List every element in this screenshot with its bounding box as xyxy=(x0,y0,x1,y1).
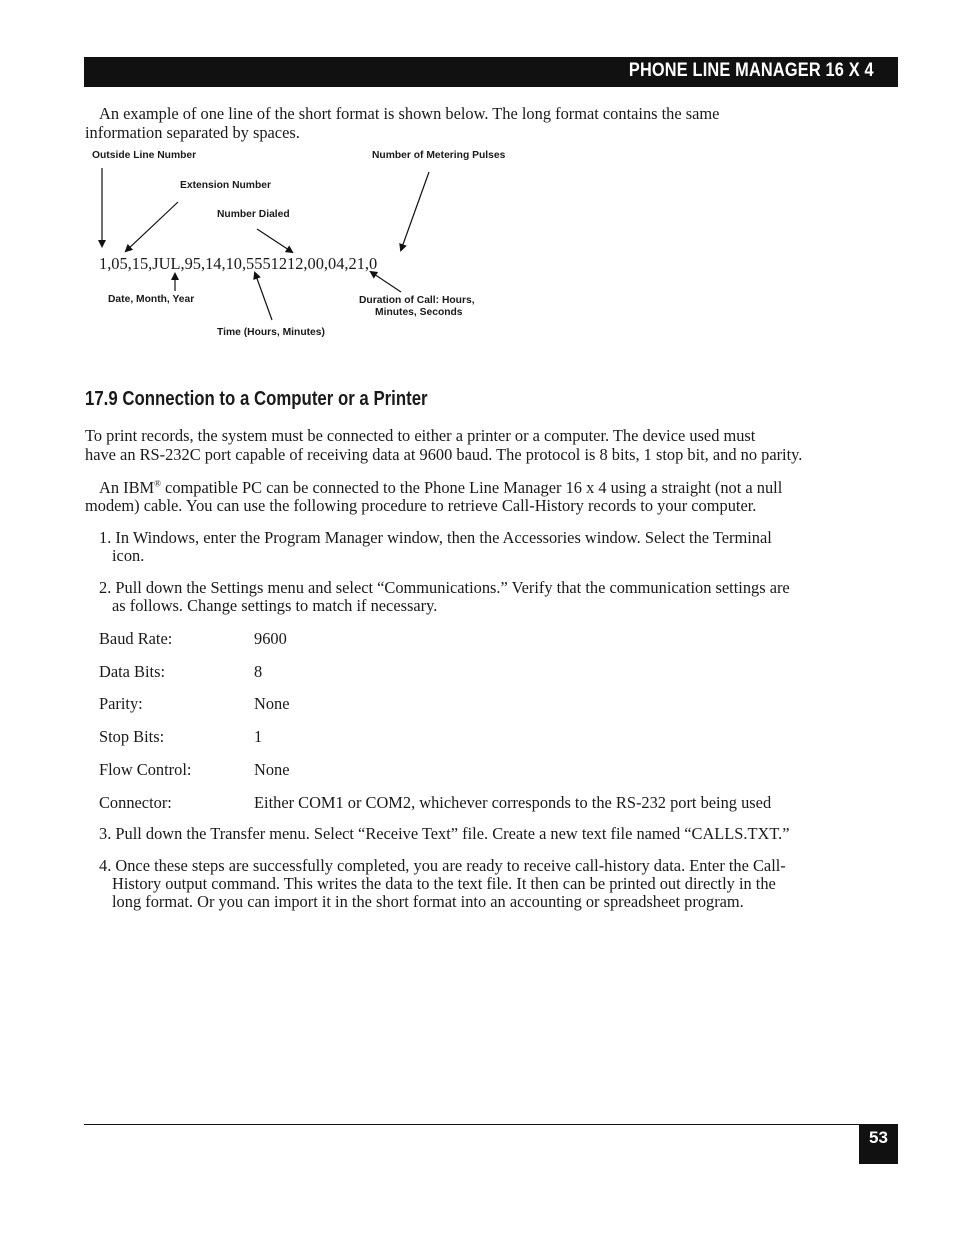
diagram-arrows xyxy=(0,0,954,360)
setting-label: Data Bits: xyxy=(99,662,166,681)
setting-value: None xyxy=(254,760,290,779)
arrow-number-dialed xyxy=(257,229,292,252)
label-extension-number: Extension Number xyxy=(180,180,271,191)
page-header-title: PHONE LINE MANAGER 16 X 4 xyxy=(629,60,874,81)
step-3-line-1: 3. Pull down the Transfer menu. Select “Receive Text” file. Create a new text file named “CALLS.TXT.” xyxy=(99,824,790,843)
step-4-line-1: 4. Once these steps are successfully completed, you are ready to receive call-history data. Enter the Call- xyxy=(99,856,786,875)
step-2-line-1: 2. Pull down the Settings menu and select “Communications.” Verify that the communication settings are xyxy=(99,578,790,597)
label-outside-line-number: Outside Line Number xyxy=(92,150,197,161)
para1-line-2: have an RS-232C port capable of receiving data at 9600 baud. The protocol is 8 bits, 1 stop bit, and no parity. xyxy=(85,445,803,464)
para1-line-1: To print records, the system must be connected to either a printer or a computer. The device used must xyxy=(85,426,756,445)
setting-value: 8 xyxy=(254,662,263,681)
setting-value: Either COM1 or COM2, whichever corresponds to the RS-232 port being used xyxy=(254,793,772,812)
step-1-line-1: 1. In Windows, enter the Program Manager window, then the Accessories window. Select the Terminal xyxy=(99,528,772,547)
label-date-month-year: Date, Month, Year xyxy=(108,294,195,305)
page-number-box xyxy=(859,1124,898,1164)
setting-label: Stop Bits: xyxy=(99,727,165,746)
setting-value: 9600 xyxy=(254,629,287,648)
label-duration-line-2: Minutes, Seconds xyxy=(375,307,463,318)
intro-line-2: information separated by spaces. xyxy=(85,123,300,142)
page-number: 53 xyxy=(869,1128,888,1147)
label-time: Time (Hours, Minutes) xyxy=(217,327,325,338)
footer-rule xyxy=(84,1124,898,1125)
label-metering-pulses: Number of Metering Pulses xyxy=(372,150,506,161)
para2-line-2: modem) cable. You can use the following procedure to retrieve Call-History records to your computer. xyxy=(85,496,757,515)
label-number-dialed: Number Dialed xyxy=(217,209,290,220)
setting-value: 1 xyxy=(254,727,263,746)
step-4-line-2: History output command. This writes the data to the text file. It then can be printed out directly in the xyxy=(112,874,776,893)
arrow-duration xyxy=(371,272,401,292)
registered-mark: ® xyxy=(154,478,161,489)
arrow-metering xyxy=(401,172,429,250)
step-4-line-3: long format. Or you can import it in the short format into an accounting or spreadsheet program. xyxy=(112,892,744,911)
record-example: 1,05,15,JUL,95,14,10,5551212,00,04,21,0 xyxy=(99,254,378,273)
arrow-time xyxy=(255,273,272,320)
label-duration-line-1: Duration of Call: Hours, xyxy=(359,295,475,306)
setting-label: Connector: xyxy=(99,793,172,812)
arrow-extension xyxy=(126,202,178,251)
step-2-line-2: as follows. Change settings to match if necessary. xyxy=(112,596,438,615)
section-heading: 17.9 Connection to a Computer or a Printer xyxy=(85,388,428,410)
setting-label: Baud Rate: xyxy=(99,629,173,648)
intro-line-1: An example of one line of the short format is shown below. The long format contains the same xyxy=(99,104,720,123)
setting-value: None xyxy=(254,694,290,713)
step-1-line-2: icon. xyxy=(112,546,145,565)
setting-label: Parity: xyxy=(99,694,143,713)
setting-label: Flow Control: xyxy=(99,760,192,779)
para2-line-1: An IBM® compatible PC can be connected to the Phone Line Manager 16 x 4 using a straight (not a null xyxy=(99,478,783,497)
